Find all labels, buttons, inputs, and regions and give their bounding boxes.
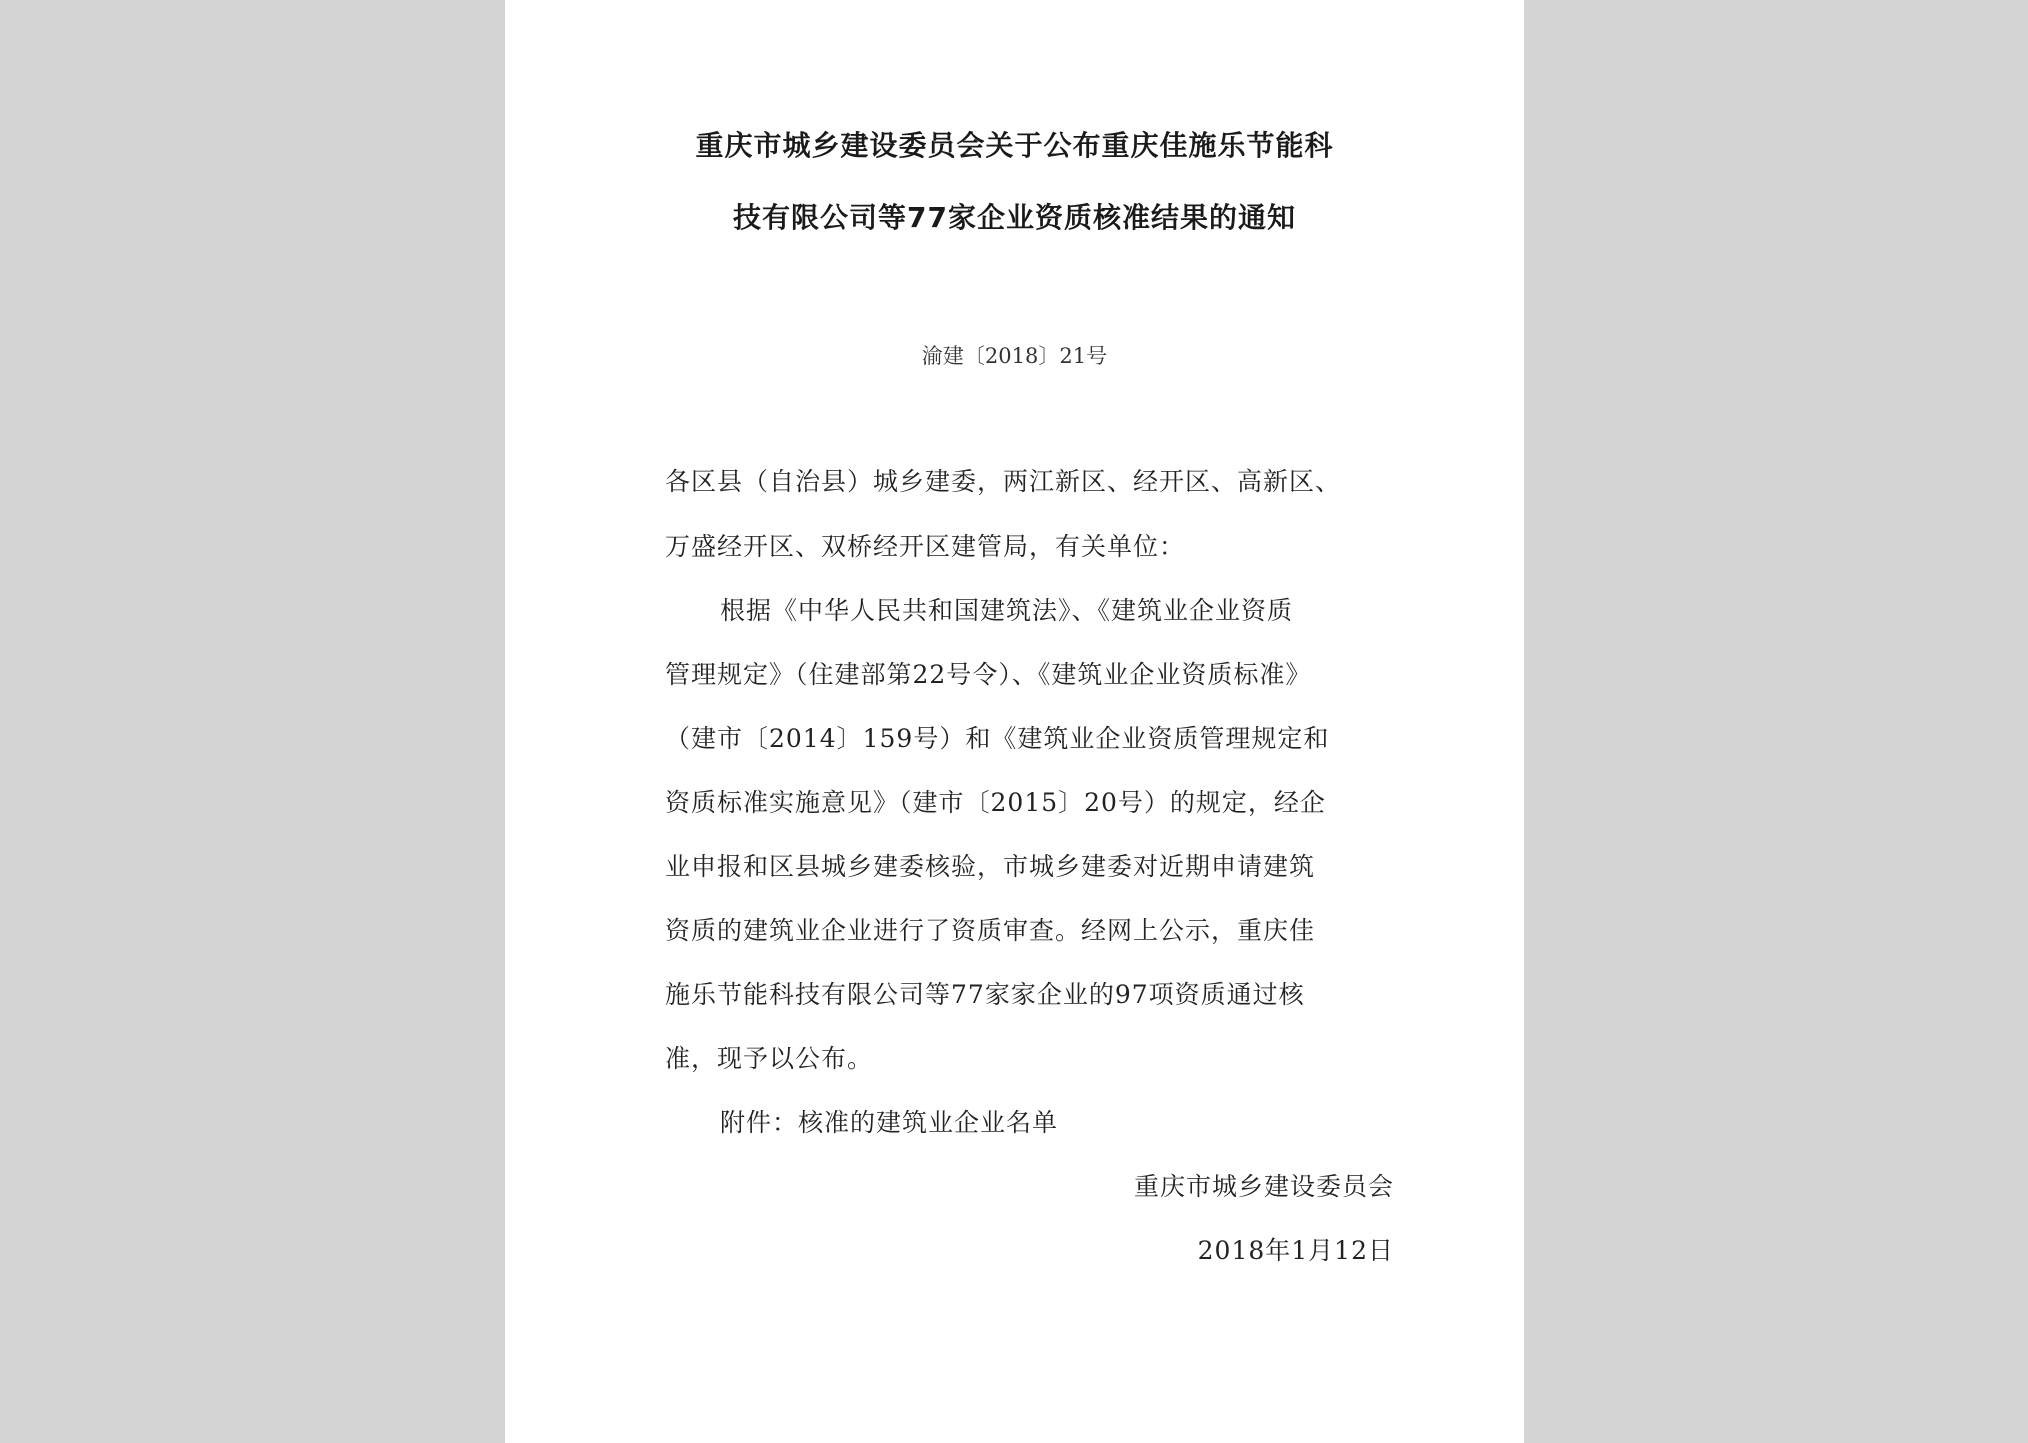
body-line: （建市〔2014〕159号）和《建筑业企业资质管理规定和: [665, 724, 1330, 753]
title-line-1: 重庆市城乡建设委员会关于公布重庆佳施乐节能科: [695, 129, 1334, 162]
body-line: 根据《中华人民共和国建筑法》、《建筑业企业资质: [720, 596, 1294, 625]
document-page: [505, 0, 1524, 1443]
title-line-2: 技有限公司等77家企业资质核准结果的通知: [733, 201, 1296, 234]
issue-date: 2018年1月12日: [1197, 1236, 1394, 1265]
addressee-line: 各区县（自治县）城乡建委，两江新区、经开区、高新区、: [665, 467, 1342, 496]
body-line: 业申报和区县城乡建委核验，市城乡建委对近期申请建筑: [665, 852, 1316, 881]
body-line: 施乐节能科技有限公司等77家家企业的97项资质通过核: [665, 980, 1305, 1009]
document-number: 渝建〔2018〕21号: [921, 344, 1108, 368]
body-line: 准，现予以公布。: [665, 1044, 874, 1073]
body-line: 资质标准实施意见》（建市〔2015〕20号）的规定，经企: [665, 788, 1326, 817]
signatory: 重庆市城乡建设委员会: [1133, 1172, 1394, 1201]
body-line: 资质的建筑业企业进行了资质审查。经网上公示，重庆佳: [665, 916, 1316, 945]
body-line: 管理规定》（住建部第22号令）、《建筑业企业资质标准》: [665, 660, 1312, 689]
attachment-note: 附件：核准的建筑业企业名单: [720, 1108, 1059, 1137]
addressee-line: 万盛经开区、双桥经开区建管局，有关单位：: [665, 532, 1186, 561]
